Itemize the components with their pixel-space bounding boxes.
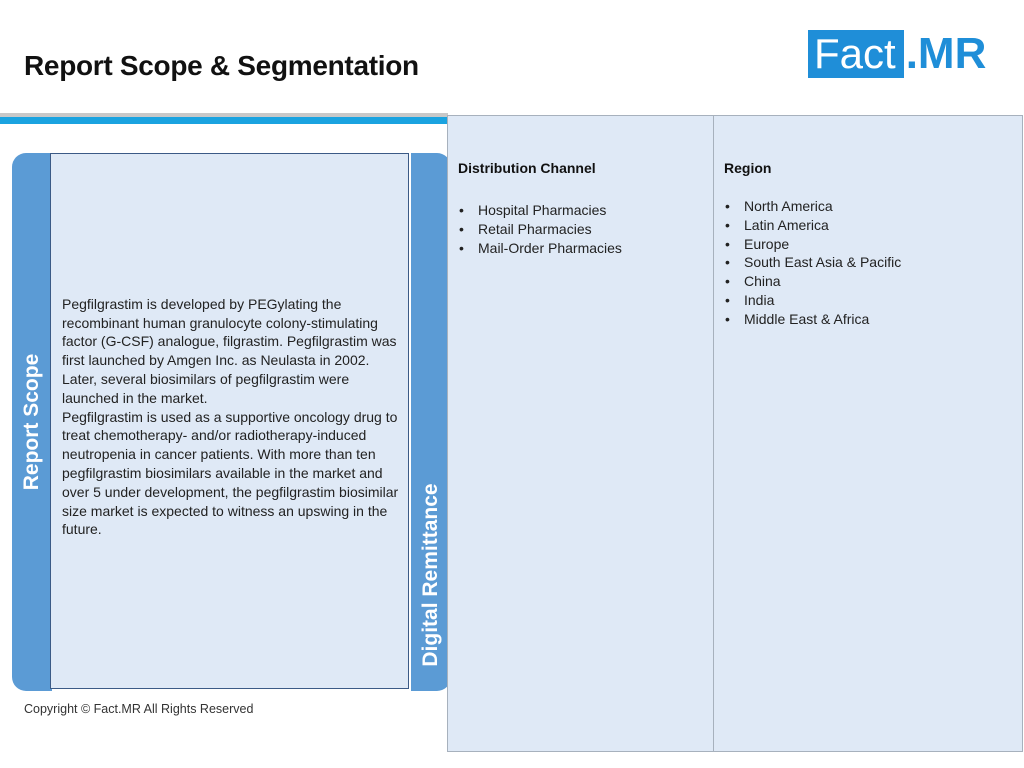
report-scope-label: Report Scope xyxy=(20,353,43,491)
list-item: • North America xyxy=(724,197,901,216)
list-item: • Mail-Order Pharmacies xyxy=(458,239,622,258)
list-item: • South East Asia & Pacific xyxy=(724,253,901,272)
description-paragraph-1: Pegfilgrastim is developed by PEGylating the recombinant human granulocyte colony-stimulating factor (G-CSF) analogue, filgrastim. Pegfilgrastim was first launched by Amgen Inc. as Neulasta in 2002. Later, several biosimilars of pegfilgrastim were launched in the market. xyxy=(62,295,397,406)
list-item: • Middle East & Africa xyxy=(724,310,901,329)
segment-heading: Region xyxy=(724,160,772,176)
segment-list xyxy=(458,201,622,257)
list-item: • India xyxy=(724,291,901,310)
page-title: Report Scope & Segmentation xyxy=(24,50,419,81)
logo-mr-text: .MR xyxy=(905,29,987,78)
description-paragraph-2: Pegfilgrastim is used as a supportive oncology drug to treat chemotherapy- and/or radiotherapy-induced neutropenia in cancer patients. With more than ten pegfilgrastim biosimilars available in the market and over 5 under development, the pegfilgrastim biosimilar size market is expected to witness an upswing in the future. xyxy=(62,408,399,538)
list-item: • Retail Pharmacies xyxy=(458,220,622,239)
logo-fact-text: Fact xyxy=(808,30,904,78)
list-item: • China xyxy=(724,272,901,291)
segment-heading: Distribution Channel xyxy=(458,160,596,176)
report-scope-tab xyxy=(12,153,52,691)
list-item: • Hospital Pharmacies xyxy=(458,201,622,220)
factmr-logo xyxy=(808,30,986,78)
description-text xyxy=(51,295,408,539)
copyright-footer: Copyright © Fact.MR All Rights Reserved xyxy=(24,702,254,716)
list-item: • Europe xyxy=(724,235,901,254)
header-divider-blue xyxy=(0,117,448,124)
segment-distribution-channel xyxy=(447,115,715,752)
digital-remittance-tab xyxy=(411,153,451,691)
list-item: • Latin America xyxy=(724,216,901,235)
digital-remittance-label: Digital Remittance xyxy=(419,483,442,667)
segment-region xyxy=(713,115,1023,752)
description-panel xyxy=(50,153,409,689)
segment-list xyxy=(724,197,901,329)
